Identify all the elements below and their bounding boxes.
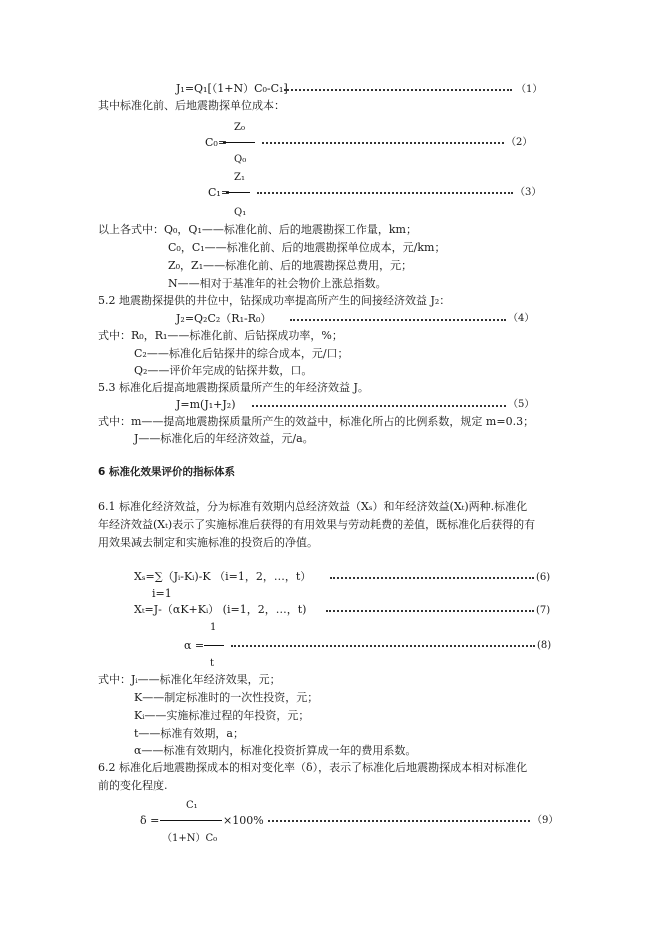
vars3-line-1: 式中：m——提高地震勘探质量所产生的效益中，标准化所占的比例系数，规定 m=0.3； xyxy=(98,415,535,428)
eq2-number: （2） xyxy=(506,137,533,148)
eq2-denominator: Q₀ xyxy=(234,154,247,165)
vars1-line-1: 以上各式中：Q₀，Q₁——标准化前、后的地震勘探工作量，km； xyxy=(98,223,417,236)
eq5-expression: J=m(J₁+J₂) xyxy=(176,398,236,411)
eq2-leader-dots xyxy=(262,142,504,144)
vars1-line-2: C₀，C₁——标准化前、后的地震勘探单位成本，元/km； xyxy=(168,241,446,254)
eq4-leader-dots xyxy=(290,319,506,321)
vars2-line-2: C₂——标准化后钻探井的综合成本，元/口； xyxy=(134,347,349,360)
eq3-fraction-bar xyxy=(226,192,250,193)
eq8-leader-dots xyxy=(231,645,535,647)
para-6-2-line-1: 6.2 标准化后地震勘探成本的相对变化率（δ），表示了标准化后地震勘探成本相对标准化 xyxy=(98,761,528,774)
eq2-lhs: C₀= xyxy=(205,136,228,149)
vars2-line-1: 式中：R₀，R₁——标准化前、后钻探成功率，%； xyxy=(98,329,343,342)
para-6-1-line-2: 年经济效益(Xₜ)表示了实施标准后获得的有用效果与劳动耗费的差值，既标准化后获得的有 xyxy=(98,518,536,531)
eq7-leader-dots xyxy=(326,610,534,612)
eq5-number: （5） xyxy=(508,399,535,410)
eq7-number: (7) xyxy=(536,605,551,616)
vars4-line-5: α——标准有效期内，标准化投资折算成一年的费用系数。 xyxy=(134,744,417,757)
eq9-lhs: δ = xyxy=(140,814,160,827)
vars1-line-3: Z₀，Z₁——标准化前、后的地震勘探总费用，元； xyxy=(168,259,413,272)
section-5-2: 5.2 地震勘探提供的井位中，钻探成功率提高所产生的间接经济效益 J₂： xyxy=(98,294,451,307)
eq2-numerator: Z₀ xyxy=(234,122,245,133)
eq9-denominator: （1+N）C₀ xyxy=(162,833,218,844)
para-6-1-line-1: 6.1 标准化经济效益，分为标准有效期内总经济效益（Xₛ）和年经济效益(Xₜ)两种.标准化 xyxy=(98,500,528,513)
eq6-leader-dots xyxy=(330,577,534,579)
eq6-number: (6) xyxy=(536,572,551,583)
eq3-leader-dots xyxy=(257,192,513,194)
eq9-leader-dots xyxy=(268,820,530,822)
section-5-3: 5.3 标准化后提高地震勘探质量所产生的年经济效益 J。 xyxy=(98,381,369,394)
eq3-lhs: C₁= xyxy=(208,186,231,199)
eq6-expression: Xₛ=∑（Jᵢ-Kᵢ)-K （i=1，2，…，t） xyxy=(134,570,312,583)
eq9-multiplier: ×100% xyxy=(223,814,264,827)
eq1-leader-dots xyxy=(284,89,512,91)
eq2-fraction-bar xyxy=(223,142,255,143)
eq3-numerator: Z₁ xyxy=(234,172,245,183)
eq8-number: (8) xyxy=(537,640,552,651)
vars2-line-3: Q₂——评价年完成的钻探井数，口。 xyxy=(134,364,313,377)
eq9-number: （9） xyxy=(532,815,559,826)
eq9-fraction-bar xyxy=(160,820,222,821)
para-6-1-line-3: 用效果减去制定和实施标准的投资后的净值。 xyxy=(98,536,318,549)
eq3-number: （3） xyxy=(515,187,542,198)
eq7-expression: Xₜ=J-（αK+Kᵢ） (i=1，2，…，t) xyxy=(134,603,307,616)
vars1-line-4: N——相对于基准年的社会物价上涨总指数。 xyxy=(168,277,387,290)
para-6-2-line-2: 前的变化程度. xyxy=(98,779,168,792)
vars4-line-3: Kᵢ——实施标准过程的年投资，元； xyxy=(134,709,310,722)
eq4-number: （4） xyxy=(508,313,535,324)
section-6-heading: 6 标准化效果评价的指标体系 xyxy=(98,466,235,478)
eq8-numerator: 1 xyxy=(210,622,217,633)
eq1-number: （1） xyxy=(516,84,543,95)
eq8-denominator: t xyxy=(210,658,215,669)
eq3-denominator: Q₁ xyxy=(234,207,247,218)
vars4-line-2: K——制定标准时的一次性投资，元； xyxy=(134,691,319,704)
eq5-leader-dots xyxy=(252,405,506,407)
eq8-fraction-bar xyxy=(204,645,224,646)
std-cost-intro: 其中标准化前、后地震勘探单位成本： xyxy=(98,99,285,112)
eq8-lhs: α = xyxy=(184,639,205,652)
eq6-summation-index: i=1 xyxy=(152,587,172,600)
vars4-line-1: 式中：Jᵢ——标准化年经济效果，元； xyxy=(98,673,281,686)
eq4-expression: J₂=Q₂C₂（R₁-R₀） xyxy=(176,312,272,325)
eq1-expression: J₁=Q₁[（1+N）C₀-C₁] xyxy=(176,82,288,95)
eq9-numerator: C₁ xyxy=(186,800,198,811)
vars4-line-4: t——标准有效期，a； xyxy=(134,727,244,740)
vars3-line-2: J——标准化后的年经济效益，元/a。 xyxy=(134,432,314,445)
